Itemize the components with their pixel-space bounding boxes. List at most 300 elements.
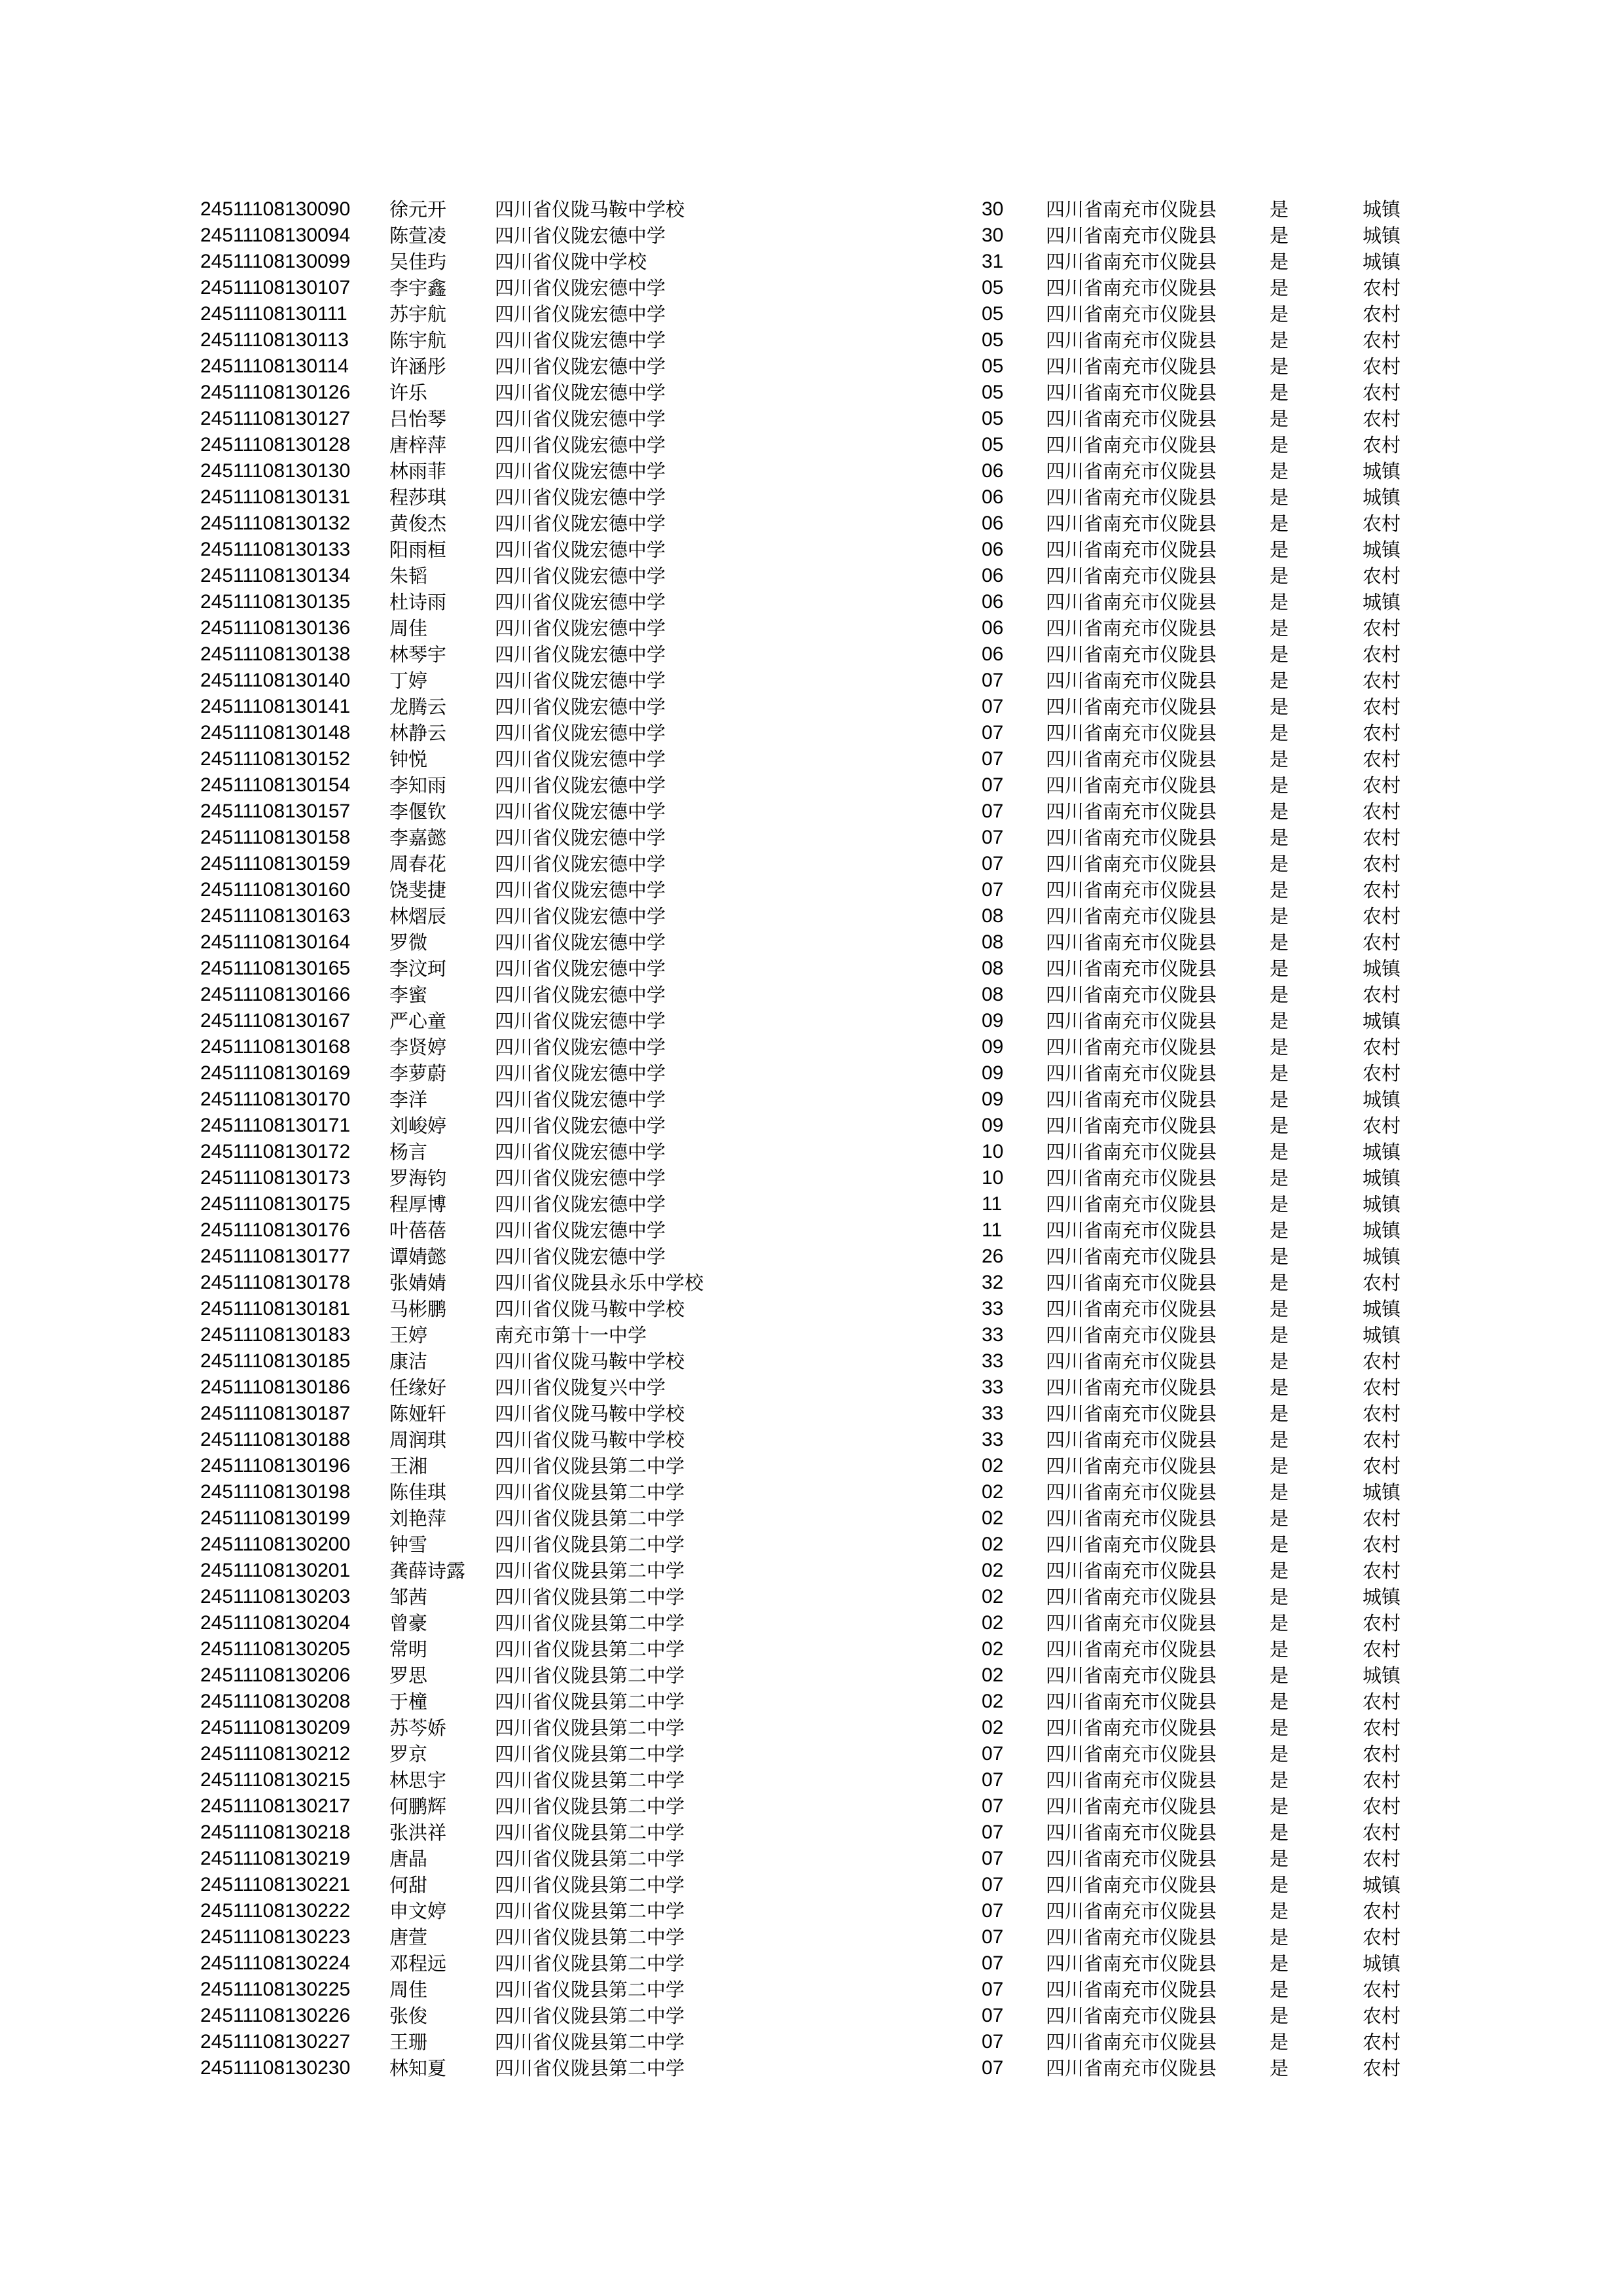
- table-row: [0, 1846, 1623, 1872]
- registration-number: 24511108130227: [200, 2031, 351, 2053]
- student-name: 杨言: [389, 1141, 428, 1163]
- school-name: 四川省仪陇县第二中学: [495, 1612, 685, 1634]
- eligibility-flag: 是: [1270, 329, 1289, 351]
- category-code: 08: [982, 984, 1004, 1005]
- school-name: 四川省仪陇宏德中学: [495, 355, 666, 378]
- student-name: 李知雨: [389, 774, 447, 797]
- category-code: 11: [982, 1193, 1003, 1215]
- table-row: [0, 1872, 1623, 1898]
- student-name: 林思宇: [389, 1769, 447, 1791]
- registration-number: 24511108130159: [200, 853, 351, 874]
- residence-type: 城镇: [1363, 1586, 1401, 1608]
- school-name: 四川省仪陇宏德中学: [495, 565, 666, 587]
- household-region: 四川省南充市仪陇县: [1046, 958, 1217, 980]
- category-code: 02: [982, 1691, 1004, 1712]
- table-row: [0, 1113, 1623, 1139]
- category-code: 05: [982, 382, 1004, 403]
- registration-number: 24511108130113: [200, 329, 349, 351]
- category-code: 07: [982, 696, 1004, 717]
- table-row: [0, 1924, 1623, 1950]
- table-row: [0, 1505, 1623, 1532]
- student-name: 林知夏: [389, 2057, 447, 2079]
- registration-number: 24511108130158: [200, 827, 351, 848]
- household-region: 四川省南充市仪陇县: [1046, 512, 1217, 535]
- residence-type: 农村: [1363, 696, 1401, 718]
- school-name: 四川省仪陇宏德中学: [495, 1219, 666, 1242]
- registration-number: 24511108130114: [200, 355, 349, 377]
- school-name: 四川省仪陇宏德中学: [495, 722, 666, 744]
- category-code: 05: [982, 303, 1004, 325]
- school-name: 四川省仪陇宏德中学: [495, 224, 666, 247]
- table-row: [0, 1715, 1623, 1741]
- table-row: [0, 223, 1623, 249]
- student-name: 唐晶: [389, 1848, 428, 1870]
- eligibility-flag: 是: [1270, 853, 1289, 875]
- residence-type: 城镇: [1363, 224, 1401, 247]
- residence-type: 农村: [1363, 827, 1401, 849]
- table-row: [0, 563, 1623, 589]
- household-region: 四川省南充市仪陇县: [1046, 1848, 1217, 1870]
- table-row: [0, 511, 1623, 537]
- eligibility-flag: 是: [1270, 1088, 1289, 1111]
- student-name: 程厚博: [389, 1193, 447, 1215]
- registration-number: 24511108130212: [200, 1743, 351, 1765]
- residence-type: 城镇: [1363, 1167, 1401, 1189]
- eligibility-flag: 是: [1270, 1376, 1289, 1399]
- student-name: 林熠辰: [389, 905, 447, 927]
- category-code: 05: [982, 434, 1004, 456]
- eligibility-flag: 是: [1270, 1455, 1289, 1477]
- registration-number: 24511108130226: [200, 2005, 351, 2026]
- household-region: 四川省南充市仪陇县: [1046, 1141, 1217, 1163]
- eligibility-flag: 是: [1270, 1979, 1289, 2001]
- school-name: 四川省仪陇县第二中学: [495, 1952, 685, 1975]
- residence-type: 城镇: [1363, 1219, 1401, 1242]
- category-code: 33: [982, 1324, 1004, 1346]
- student-name: 李蜜: [389, 984, 428, 1006]
- student-name: 于橦: [389, 1691, 428, 1713]
- student-name: 王珊: [389, 2031, 428, 2053]
- residence-type: 农村: [1363, 722, 1401, 744]
- eligibility-flag: 是: [1270, 1062, 1289, 1085]
- registration-number: 24511108130140: [200, 670, 351, 691]
- school-name: 四川省仪陇复兴中学: [495, 1376, 666, 1399]
- student-name: 王婷: [389, 1324, 428, 1346]
- registration-number: 24511108130200: [200, 1534, 351, 1555]
- table-row: [0, 1086, 1623, 1113]
- registration-number: 24511108130154: [200, 774, 351, 796]
- residence-type: 农村: [1363, 355, 1401, 378]
- table-row: [0, 982, 1623, 1008]
- table-row: [0, 1401, 1623, 1427]
- eligibility-flag: 是: [1270, 748, 1289, 770]
- school-name: 四川省仪陇县第二中学: [495, 1507, 685, 1530]
- student-name: 徐元开: [389, 198, 447, 221]
- school-name: 四川省仪陇宏德中学: [495, 303, 666, 325]
- household-region: 四川省南充市仪陇县: [1046, 539, 1217, 561]
- eligibility-flag: 是: [1270, 1429, 1289, 1451]
- student-name: 刘艳萍: [389, 1507, 447, 1530]
- registration-number: 24511108130135: [200, 591, 351, 613]
- registration-number: 24511108130176: [200, 1219, 351, 1241]
- eligibility-flag: 是: [1270, 1141, 1289, 1163]
- household-region: 四川省南充市仪陇县: [1046, 931, 1217, 954]
- residence-type: 农村: [1363, 1272, 1401, 1294]
- category-code: 02: [982, 1717, 1004, 1738]
- student-name: 康洁: [389, 1350, 428, 1372]
- registration-number: 24511108130141: [200, 696, 351, 717]
- category-code: 30: [982, 224, 1004, 246]
- table-row: [0, 694, 1623, 720]
- registration-number: 24511108130224: [200, 1952, 351, 1974]
- eligibility-flag: 是: [1270, 1324, 1289, 1346]
- student-name: 林琴宇: [389, 643, 447, 666]
- residence-type: 农村: [1363, 303, 1401, 325]
- table-row: [0, 275, 1623, 301]
- school-name: 四川省仪陇宏德中学: [495, 512, 666, 535]
- category-code: 33: [982, 1376, 1004, 1398]
- table-row: [0, 1453, 1623, 1479]
- residence-type: 农村: [1363, 1979, 1401, 2001]
- category-code: 07: [982, 722, 1004, 744]
- eligibility-flag: 是: [1270, 617, 1289, 639]
- registration-number: 24511108130196: [200, 1455, 351, 1477]
- category-code: 11: [982, 1219, 1003, 1241]
- eligibility-flag: 是: [1270, 1926, 1289, 1948]
- eligibility-flag: 是: [1270, 643, 1289, 666]
- category-code: 06: [982, 643, 1004, 665]
- category-code: 02: [982, 1612, 1004, 1634]
- table-row: [0, 1034, 1623, 1060]
- registration-number: 24511108130138: [200, 643, 351, 665]
- registration-number: 24511108130218: [200, 1821, 351, 1843]
- household-region: 四川省南充市仪陇县: [1046, 1926, 1217, 1948]
- table-row: [0, 1217, 1623, 1244]
- student-name: 周佳: [389, 1979, 428, 2001]
- residence-type: 农村: [1363, 277, 1401, 299]
- student-name: 罗京: [389, 1743, 428, 1765]
- student-name: 唐梓萍: [389, 434, 447, 456]
- table-row: [0, 1060, 1623, 1086]
- eligibility-flag: 是: [1270, 2031, 1289, 2053]
- category-code: 07: [982, 1795, 1004, 1817]
- school-name: 四川省仪陇宏德中学: [495, 670, 666, 692]
- student-name: 邹茜: [389, 1586, 428, 1608]
- residence-type: 城镇: [1363, 1193, 1401, 1215]
- registration-number: 24511108130178: [200, 1272, 351, 1293]
- eligibility-flag: 是: [1270, 224, 1289, 247]
- category-code: 07: [982, 1952, 1004, 1974]
- household-region: 四川省南充市仪陇县: [1046, 1952, 1217, 1975]
- student-name: 饶斐捷: [389, 879, 447, 901]
- eligibility-flag: 是: [1270, 591, 1289, 613]
- residence-type: 城镇: [1363, 1952, 1401, 1975]
- school-name: 四川省仪陇宏德中学: [495, 1115, 666, 1137]
- registration-number: 24511108130206: [200, 1664, 351, 1686]
- student-name: 张洪祥: [389, 1821, 447, 1844]
- school-name: 四川省仪陇宏德中学: [495, 643, 666, 666]
- residence-type: 城镇: [1363, 1246, 1401, 1268]
- residence-type: 农村: [1363, 1534, 1401, 1556]
- eligibility-flag: 是: [1270, 434, 1289, 456]
- eligibility-flag: 是: [1270, 1664, 1289, 1687]
- category-code: 07: [982, 1874, 1004, 1895]
- table-row: [0, 772, 1623, 798]
- eligibility-flag: 是: [1270, 355, 1289, 378]
- category-code: 33: [982, 1298, 1004, 1319]
- student-name: 何甜: [389, 1874, 428, 1896]
- residence-type: 农村: [1363, 1455, 1401, 1477]
- registration-number: 24511108130160: [200, 879, 351, 901]
- registration-number: 24511108130172: [200, 1141, 351, 1162]
- category-code: 07: [982, 800, 1004, 822]
- category-code: 07: [982, 879, 1004, 901]
- registration-number: 24511108130152: [200, 748, 351, 770]
- residence-type: 农村: [1363, 1638, 1401, 1660]
- table-row: [0, 1532, 1623, 1558]
- category-code: 09: [982, 1115, 1004, 1136]
- category-code: 06: [982, 565, 1004, 586]
- eligibility-flag: 是: [1270, 1036, 1289, 1058]
- registration-number: 24511108130221: [200, 1874, 351, 1895]
- table-row: [0, 1191, 1623, 1217]
- residence-type: 农村: [1363, 382, 1401, 404]
- household-region: 四川省南充市仪陇县: [1046, 1534, 1217, 1556]
- eligibility-flag: 是: [1270, 1717, 1289, 1739]
- eligibility-flag: 是: [1270, 1586, 1289, 1608]
- residence-type: 农村: [1363, 1795, 1401, 1818]
- student-name: 何鹏辉: [389, 1795, 447, 1818]
- category-code: 06: [982, 591, 1004, 613]
- student-name: 钟雪: [389, 1534, 428, 1556]
- category-code: 10: [982, 1141, 1004, 1162]
- household-region: 四川省南充市仪陇县: [1046, 984, 1217, 1006]
- residence-type: 农村: [1363, 2031, 1401, 2053]
- household-region: 四川省南充市仪陇县: [1046, 1403, 1217, 1425]
- school-name: 四川省仪陇宏德中学: [495, 1036, 666, 1058]
- category-code: 33: [982, 1429, 1004, 1450]
- residence-type: 农村: [1363, 1926, 1401, 1948]
- eligibility-flag: 是: [1270, 1821, 1289, 1844]
- registration-number: 24511108130167: [200, 1010, 351, 1031]
- school-name: 四川省仪陇县第二中学: [495, 1534, 685, 1556]
- table-row: [0, 956, 1623, 982]
- registration-number: 24511108130208: [200, 1691, 351, 1712]
- registration-number: 24511108130170: [200, 1088, 351, 1110]
- household-region: 四川省南充市仪陇县: [1046, 1507, 1217, 1530]
- household-region: 四川省南充市仪陇县: [1046, 460, 1217, 482]
- table-row: [0, 720, 1623, 746]
- eligibility-flag: 是: [1270, 539, 1289, 561]
- household-region: 四川省南充市仪陇县: [1046, 198, 1217, 221]
- registration-number: 24511108130198: [200, 1481, 351, 1503]
- school-name: 四川省仪陇马鞍中学校: [495, 1350, 685, 1372]
- household-region: 四川省南充市仪陇县: [1046, 1664, 1217, 1687]
- school-name: 四川省仪陇宏德中学: [495, 1167, 666, 1189]
- residence-type: 农村: [1363, 1115, 1401, 1137]
- registration-number: 24511108130175: [200, 1193, 351, 1215]
- category-code: 02: [982, 1560, 1004, 1581]
- school-name: 四川省仪陇宏德中学: [495, 774, 666, 797]
- student-name: 李贤婷: [389, 1036, 447, 1058]
- residence-type: 农村: [1363, 1821, 1401, 1844]
- registration-number: 24511108130136: [200, 617, 351, 639]
- household-region: 四川省南充市仪陇县: [1046, 1167, 1217, 1189]
- residence-type: 农村: [1363, 1612, 1401, 1634]
- household-region: 四川省南充市仪陇县: [1046, 1088, 1217, 1111]
- school-name: 四川省仪陇宏德中学: [495, 1010, 666, 1032]
- table-row: [0, 1898, 1623, 1924]
- eligibility-flag: 是: [1270, 1952, 1289, 1975]
- school-name: 四川省仪陇宏德中学: [495, 905, 666, 927]
- student-name: 曾豪: [389, 1612, 428, 1634]
- school-name: 四川省仪陇马鞍中学校: [495, 1429, 685, 1451]
- table-row: [0, 1793, 1623, 1820]
- category-code: 07: [982, 1743, 1004, 1765]
- residence-type: 农村: [1363, 1507, 1401, 1530]
- registration-number: 24511108130205: [200, 1638, 351, 1660]
- category-code: 06: [982, 539, 1004, 560]
- student-name: 任缘好: [389, 1376, 447, 1399]
- student-name: 陈萱凌: [389, 224, 447, 247]
- table-row: [0, 1820, 1623, 1846]
- category-code: 07: [982, 774, 1004, 796]
- household-region: 四川省南充市仪陇县: [1046, 696, 1217, 718]
- household-region: 四川省南充市仪陇县: [1046, 1010, 1217, 1032]
- registration-number: 24511108130090: [200, 198, 351, 220]
- table-row: [0, 877, 1623, 903]
- table-row: [0, 1322, 1623, 1348]
- school-name: 四川省仪陇宏德中学: [495, 539, 666, 561]
- student-name: 唐萱: [389, 1926, 428, 1948]
- category-code: 06: [982, 486, 1004, 508]
- household-region: 四川省南充市仪陇县: [1046, 434, 1217, 456]
- student-name: 程莎琪: [389, 486, 447, 509]
- category-code: 09: [982, 1062, 1004, 1084]
- student-name: 叶蓓蓓: [389, 1219, 447, 1242]
- category-code: 06: [982, 512, 1004, 534]
- eligibility-flag: 是: [1270, 827, 1289, 849]
- registration-number: 24511108130183: [200, 1324, 351, 1346]
- school-name: 四川省仪陇宏德中学: [495, 853, 666, 875]
- school-name: 四川省仪陇宏德中学: [495, 958, 666, 980]
- residence-type: 农村: [1363, 879, 1401, 901]
- student-name: 林静云: [389, 722, 447, 744]
- registration-number: 24511108130130: [200, 460, 351, 482]
- table-row: [0, 825, 1623, 851]
- household-region: 四川省南充市仪陇县: [1046, 1795, 1217, 1818]
- eligibility-flag: 是: [1270, 1769, 1289, 1791]
- household-region: 四川省南充市仪陇县: [1046, 1638, 1217, 1660]
- household-region: 四川省南充市仪陇县: [1046, 224, 1217, 247]
- registration-number: 24511108130166: [200, 984, 351, 1005]
- registration-number: 24511108130168: [200, 1036, 351, 1058]
- school-name: 四川省仪陇宏德中学: [495, 827, 666, 849]
- category-code: 08: [982, 905, 1004, 927]
- school-name: 四川省仪陇宏德中学: [495, 984, 666, 1006]
- household-region: 四川省南充市仪陇县: [1046, 2005, 1217, 2027]
- student-name: 龚薛诗露: [389, 1560, 466, 1582]
- school-name: 四川省仪陇宏德中学: [495, 460, 666, 482]
- student-name: 周润琪: [389, 1429, 447, 1451]
- category-code: 02: [982, 1586, 1004, 1607]
- eligibility-flag: 是: [1270, 879, 1289, 901]
- school-name: 四川省仪陇县第二中学: [495, 1664, 685, 1687]
- registration-number: 24511108130199: [200, 1507, 351, 1529]
- household-region: 四川省南充市仪陇县: [1046, 277, 1217, 299]
- school-name: 四川省仪陇宏德中学: [495, 696, 666, 718]
- residence-type: 农村: [1363, 905, 1401, 927]
- residence-type: 农村: [1363, 774, 1401, 797]
- household-region: 四川省南充市仪陇县: [1046, 1691, 1217, 1713]
- residence-type: 农村: [1363, 1848, 1401, 1870]
- category-code: 26: [982, 1246, 1004, 1267]
- eligibility-flag: 是: [1270, 1534, 1289, 1556]
- school-name: 四川省仪陇马鞍中学校: [495, 1403, 685, 1425]
- student-name: 杜诗雨: [389, 591, 447, 613]
- school-name: 四川省仪陇宏德中学: [495, 1141, 666, 1163]
- school-name: 四川省仪陇宏德中学: [495, 1088, 666, 1111]
- household-region: 四川省南充市仪陇县: [1046, 670, 1217, 692]
- residence-type: 农村: [1363, 1691, 1401, 1713]
- category-code: 07: [982, 1979, 1004, 2000]
- eligibility-flag: 是: [1270, 198, 1289, 221]
- table-row: [0, 1610, 1623, 1636]
- category-code: 07: [982, 827, 1004, 848]
- eligibility-flag: 是: [1270, 1246, 1289, 1268]
- category-code: 07: [982, 1900, 1004, 1922]
- table-row: [0, 1244, 1623, 1270]
- student-name: 陈娅轩: [389, 1403, 447, 1425]
- registration-number: 24511108130128: [200, 434, 351, 456]
- category-code: 07: [982, 748, 1004, 770]
- residence-type: 农村: [1363, 984, 1401, 1006]
- table-row: [0, 1950, 1623, 1977]
- category-code: 09: [982, 1036, 1004, 1058]
- school-name: 四川省仪陇马鞍中学校: [495, 198, 685, 221]
- residence-type: 农村: [1363, 1900, 1401, 1922]
- student-name: 常明: [389, 1638, 428, 1660]
- residence-type: 城镇: [1363, 198, 1401, 221]
- table-row: [0, 589, 1623, 615]
- eligibility-flag: 是: [1270, 1403, 1289, 1425]
- student-name: 黄俊杰: [389, 512, 447, 535]
- household-region: 四川省南充市仪陇县: [1046, 643, 1217, 666]
- table-row: [0, 903, 1623, 929]
- eligibility-flag: 是: [1270, 931, 1289, 954]
- registration-number: 24511108130163: [200, 905, 351, 927]
- category-code: 08: [982, 958, 1004, 979]
- registration-number: 24511108130169: [200, 1062, 351, 1084]
- residence-type: 农村: [1363, 1769, 1401, 1791]
- registration-number: 24511108130186: [200, 1376, 351, 1398]
- eligibility-flag: 是: [1270, 1743, 1289, 1765]
- residence-type: 城镇: [1363, 539, 1401, 561]
- household-region: 四川省南充市仪陇县: [1046, 722, 1217, 744]
- eligibility-flag: 是: [1270, 696, 1289, 718]
- school-name: 南充市第十一中学: [495, 1324, 647, 1346]
- eligibility-flag: 是: [1270, 1638, 1289, 1660]
- residence-type: 农村: [1363, 670, 1401, 692]
- residence-type: 农村: [1363, 1560, 1401, 1582]
- category-code: 09: [982, 1010, 1004, 1031]
- category-code: 02: [982, 1638, 1004, 1660]
- student-name: 苏宇航: [389, 303, 447, 325]
- registration-number: 24511108130126: [200, 382, 351, 403]
- registration-number: 24511108130107: [200, 277, 351, 298]
- category-code: 05: [982, 355, 1004, 377]
- category-code: 07: [982, 670, 1004, 691]
